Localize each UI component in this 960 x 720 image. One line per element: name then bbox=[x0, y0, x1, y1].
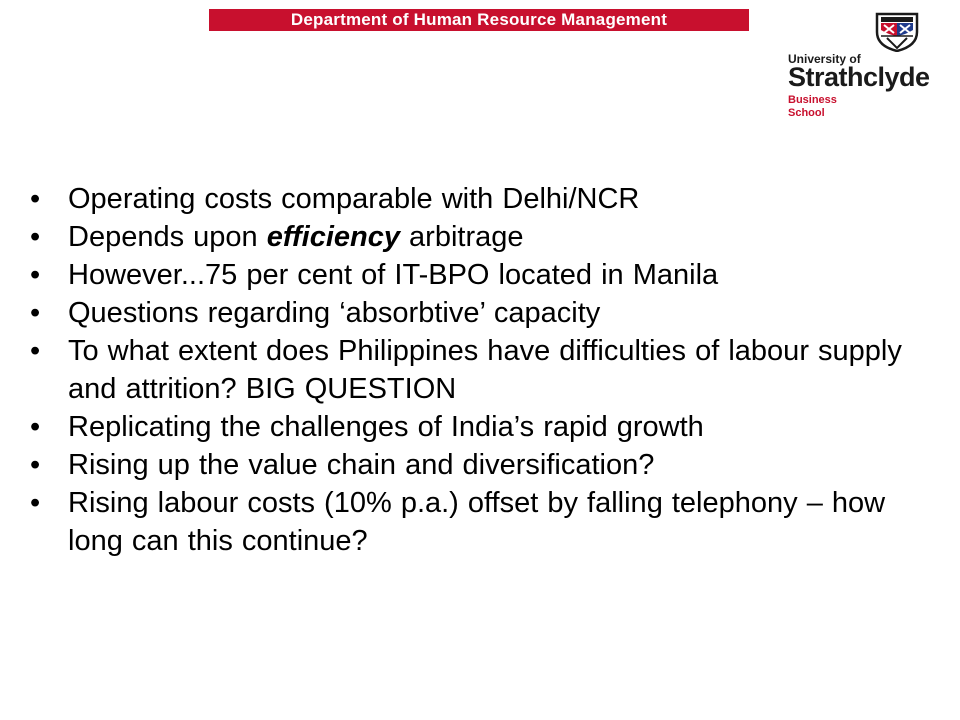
crest-icon bbox=[873, 10, 921, 52]
bullet-text: Questions regarding ‘absorbtive’ capacity bbox=[68, 297, 601, 329]
bullet-text: Rising labour costs (10% p.a.) offset by falling telephony – how long can this continue? bbox=[68, 487, 886, 557]
logo-strathclyde: Strathclyde bbox=[788, 62, 930, 92]
logo-school: School bbox=[788, 107, 825, 119]
university-logo bbox=[788, 10, 938, 120]
bullet-text: However...75 per cent of IT-BPO located in Manila bbox=[68, 259, 719, 291]
bullet-text: To what extent does Philippines have difficulties of labour supply and attrition? BIG QUESTION bbox=[68, 335, 902, 405]
bullet-text-after: arbitrage bbox=[399, 221, 524, 253]
bullet-text: Rising up the value chain and diversification? bbox=[68, 449, 655, 481]
bullet-item bbox=[30, 218, 930, 256]
bullet-item bbox=[30, 180, 930, 218]
bullet-item bbox=[30, 294, 930, 332]
bullet-item bbox=[30, 484, 930, 560]
bullet-emphasis: efficiency bbox=[266, 221, 400, 253]
bullet-item bbox=[30, 408, 930, 446]
bullet-text-before: Depends upon bbox=[68, 221, 267, 253]
bullet-item bbox=[30, 256, 930, 294]
logo-university-of: University of bbox=[788, 52, 861, 66]
department-header: Department of Human Resource Management bbox=[209, 9, 749, 31]
bullet-list bbox=[30, 180, 930, 560]
bullet-item bbox=[30, 446, 930, 484]
bullet-item bbox=[30, 332, 930, 408]
logo-business: Business bbox=[788, 94, 837, 106]
bullet-text: Operating costs comparable with Delhi/NCR bbox=[68, 183, 640, 215]
bullet-text: Replicating the challenges of India’s rapid growth bbox=[68, 411, 704, 443]
